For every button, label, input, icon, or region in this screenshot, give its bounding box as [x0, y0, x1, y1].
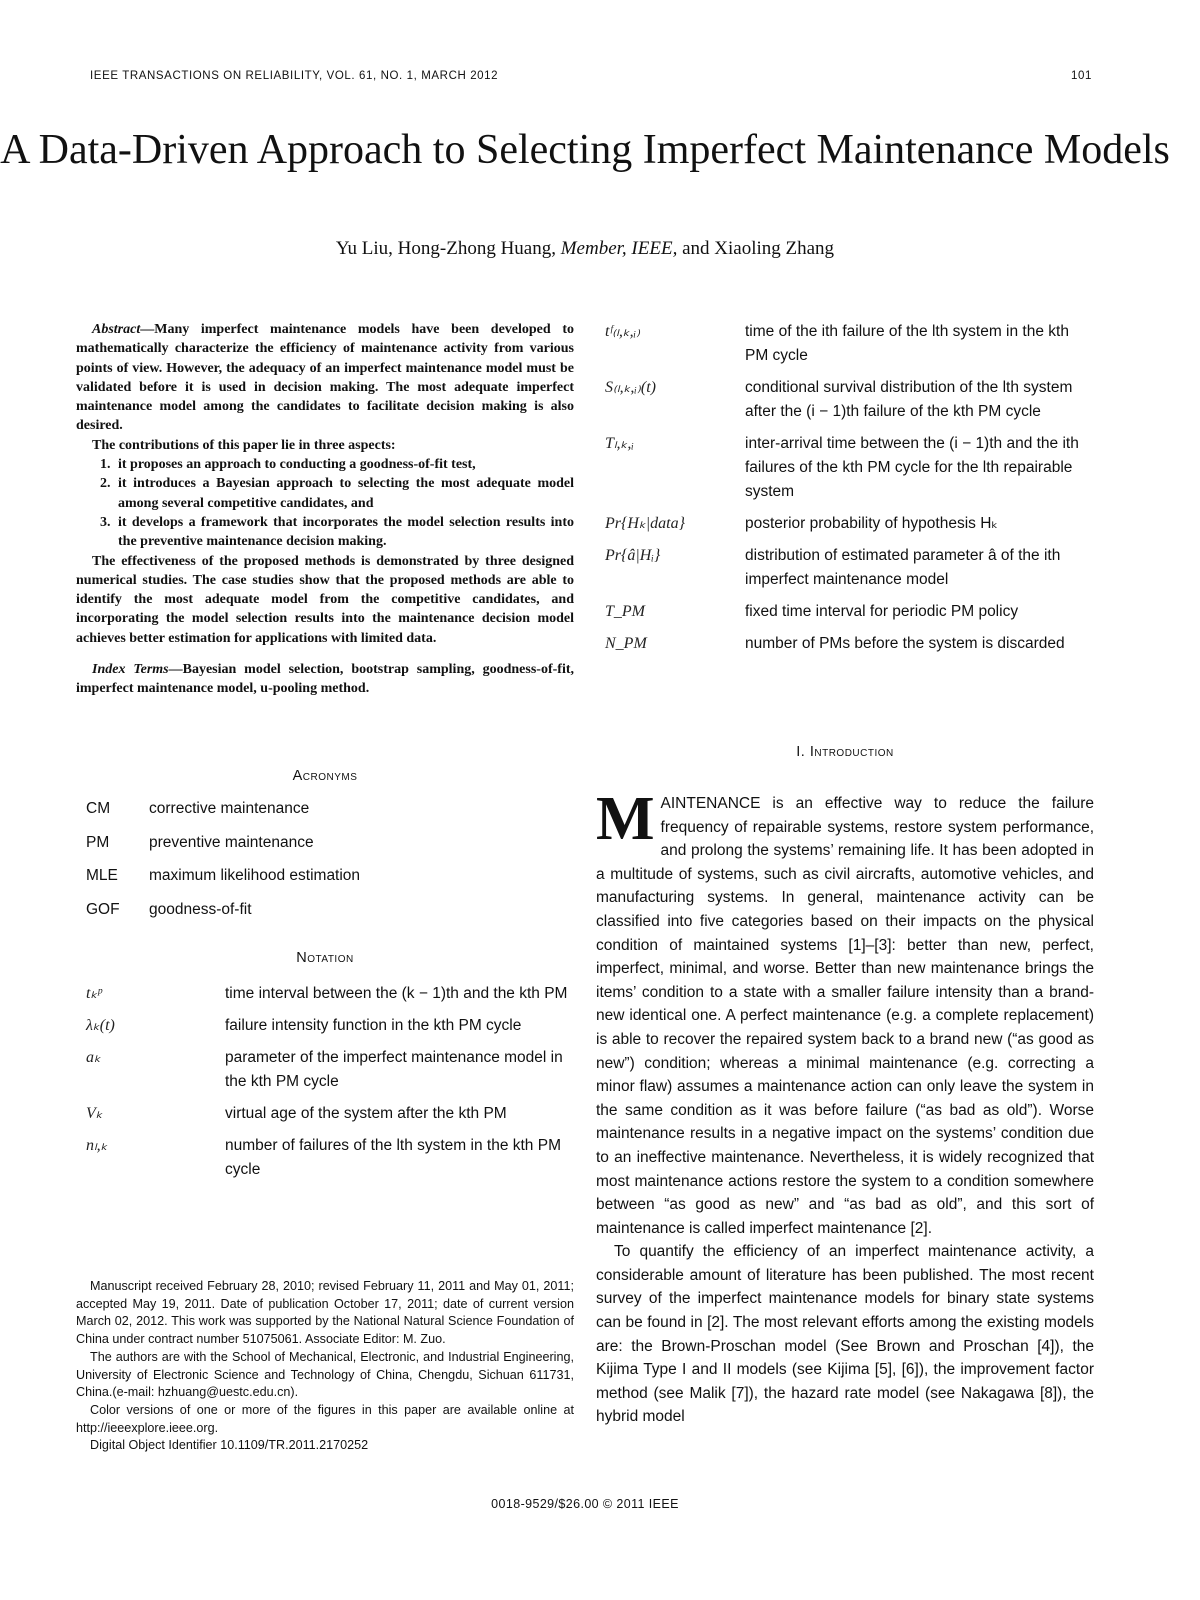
notation-heading: Notation	[296, 950, 354, 966]
abstract-paragraph-3: The effectiveness of the proposed methods is demonstrated by three designed numerical studies. The case studies show that the proposed methods are able to identify the most adequate model from the competitive candidates, and incorporating the model selection results into the maintenance decision model achieves better estimation for applications with limited data.	[76, 553, 574, 646]
abstract	[76, 320, 574, 699]
author-2-role: Member, IEEE,	[560, 238, 678, 259]
notation-symbol: tₖᵖ	[86, 985, 102, 1002]
notation-symbol: Vₖ	[86, 1105, 103, 1122]
notation-def: fixed time interval for periodic PM policy	[745, 603, 1019, 620]
intro-paragraph-1: MAINTENANCE is an effective way to reduce the failure frequency of repairable systems, restore system performance, and prolong the systems’ remaining life. It has been adopted in a multitude of systems, such as civil aircrafts, automotive vehicles, and manufacturing systems. In general, maintenance activity can be classified into five categories based on their impacts on the physical condition of maintained systems [1]–[3]: better than new, perfect, imperfect, minimal, and worse. Better than new maintenance brings the items’ condition to a state with a smaller failure intensity than a brand-new identical one. A perfect maintenance (e.g. a complete replacement) is able to recover the repaired system back to a brand new (“as good as new”) condition; whereas a minimal maintenance (e.g. correcting a minor flaw) assumes a maintenance action can only leave the system in the same condition as it was before failure (“as bad as old”). Worse maintenance results in a negative impact on the systems’ condition due to an ineffective maintenance. Nevertheless, it is widely recognized that most maintenance actions restore the system to a condition somewhere between “as good as new” and “as bad as old”, and this sort of maintenance is called imperfect maintenance [2].	[596, 785, 1094, 1237]
notation-symbol: S₍ₗ,ₖ,ᵢ₎(t)	[605, 379, 656, 396]
notation-row	[86, 1046, 574, 1094]
footnotes	[76, 1278, 574, 1455]
notation-symbol: Pr{â|Hᵢ}	[605, 547, 661, 564]
index-terms-label: Index Terms	[92, 662, 169, 678]
notation-list-right	[605, 320, 1095, 664]
author-1: Yu Liu,	[335, 238, 393, 259]
author-2: Hong-Zhong Huang,	[397, 238, 556, 259]
page-number: 101	[1071, 70, 1092, 82]
notation-symbol: λₖ(t)	[86, 1017, 115, 1034]
notation-row	[605, 632, 1095, 656]
notation-row	[86, 982, 574, 1006]
acronym-abbr: PM	[86, 833, 110, 851]
acronym-row	[86, 834, 574, 868]
notation-row	[605, 544, 1095, 592]
introduction-body	[596, 785, 1094, 1429]
abstract-paragraph-1: Abstract—Many imperfect maintenance models have been developed to mathematically characterize the efficiency of maintenance activity from various points of view. However, the adequacy of an imperfect maintenance model must be validated before it is used in decision making. The most adequate imperfect maintenance model among the candidates to facilitate decision making is also desired.	[76, 322, 574, 434]
author-3: Xiaoling Zhang	[714, 238, 835, 259]
acronym-abbr: CM	[86, 800, 111, 817]
footnote-affiliation: The authors are with the School of Mechanical, Electronic, and Industrial Engineering, University of Electronic Science and Technology of China, Chengdu, Sichuan 611731, China.(e-mail: hzhuang@uestc.edu.cn).	[76, 1349, 574, 1400]
notation-row	[605, 600, 1095, 624]
running-header: IEEE TRANSACTIONS ON RELIABILITY, VOL. 61, NO. 1, MARCH 2012	[90, 70, 499, 82]
acronym-row	[86, 800, 574, 834]
paper-title: A Data-Driven Approach to Selecting Imperfect Maintenance Models	[0, 127, 1170, 173]
intro-paragraph-2: To quantify the efficiency of an imperfect maintenance activity, a considerable amount of literature has been published. The most recent survey of the imperfect maintenance models for binary state systems can be found in [2]. The most relevant efforts among the existing models are: the Brown-Proschan model (See Brown and Proschan [4]), the Kijima Type I and II models (see Kijima [5], [6]), the improvement factor method (see Malik [7]), the hazard rate model (see Nakagawa [8]), the hybrid model	[596, 1243, 1094, 1426]
notation-def: posterior probability of hypothesis Hₖ	[745, 515, 999, 532]
notation-symbol: Tₗ,ₖ,ᵢ	[605, 435, 634, 452]
acronym-def: maximum likelihood estimation	[149, 867, 361, 884]
footnote-doi: Digital Object Identifier 10.1109/TR.2011.2170252	[90, 1438, 369, 1453]
notation-def: time of the ith failure of the lth system in the kth PM cycle	[745, 323, 1069, 364]
acronym-def: goodness-of-fit	[149, 900, 252, 918]
footnote-manuscript: Manuscript received February 28, 2010; revised February 11, 2011 and May 01, 2011; accepted May 19, 2011. Date of publication October 17, 2011; date of current version March 02, 2012. This work was supported by the National Natural Science Foundation of China under contract number 51075061. Associate Editor: M. Zuo.	[76, 1279, 574, 1347]
acronym-abbr: MLE	[86, 867, 118, 884]
notation-row	[605, 376, 1095, 424]
notation-row	[86, 1134, 574, 1182]
copyright-footer: 0018-9529/$26.00 © 2011 IEEE	[491, 1497, 679, 1511]
notation-def: time interval between the (k − 1)th and the kth PM	[225, 985, 568, 1002]
footnote-color: Color versions of one or more of the figures in this paper are available online at http://ieeexplore.ieee.org.	[76, 1402, 574, 1435]
notation-def: virtual age of the system after the kth PM	[225, 1105, 507, 1122]
notation-def: failure intensity function in the kth PM cycle	[225, 1017, 522, 1034]
notation-def: distribution of estimated parameter â of the ith imperfect maintenance model	[745, 547, 1061, 588]
notation-symbol: T_PM	[605, 603, 645, 620]
notation-def: number of failures of the lth system in the kth PM cycle	[225, 1137, 561, 1178]
contribution-item: 2. it introduces a Bayesian approach to selecting the most adequate model among several competitive candidates, and	[114, 474, 574, 513]
notation-symbol: N_PM	[605, 635, 647, 652]
notation-def: conditional survival distribution of the lth system after the (i − 1)th failure of the kth PM cycle	[745, 379, 1073, 420]
notation-row	[86, 1102, 574, 1126]
notation-row	[605, 512, 1095, 536]
notation-symbol: Pr{Hₖ|data}	[605, 515, 686, 532]
acronym-abbr: GOF	[86, 900, 120, 918]
acronym-def: preventive maintenance	[149, 833, 314, 851]
index-terms: Index Terms—Bayesian model selection, bootstrap sampling, goodness-of-fit, imperfect maintenance model, u-pooling method.	[76, 662, 574, 697]
abstract-paragraph-2: The contributions of this paper lie in three aspects:	[92, 437, 396, 453]
acronyms-list	[86, 800, 574, 934]
acronyms-heading: Acronyms	[292, 768, 358, 784]
notation-row	[605, 320, 1095, 368]
notation-def: parameter of the imperfect maintenance model in the kth PM cycle	[225, 1049, 563, 1090]
acronym-def: corrective maintenance	[149, 800, 310, 817]
abstract-label: Abstract	[92, 322, 141, 337]
notation-symbol: nₗ,ₖ	[86, 1137, 108, 1154]
notation-def: number of PMs before the system is discarded	[745, 635, 1065, 652]
drop-cap: M	[596, 785, 655, 853]
notation-row	[86, 1014, 574, 1038]
notation-symbol: aₖ	[86, 1049, 101, 1066]
notation-def: inter-arrival time between the (i − 1)th and the ith failures of the kth PM cycle for the lth repairable system	[745, 435, 1079, 500]
notation-list-left	[86, 982, 574, 1190]
author-conjunction: and	[682, 238, 710, 259]
author-line	[0, 238, 1170, 260]
contribution-item: 1. it proposes an approach to conducting a goodness-of-fit test,	[114, 455, 574, 474]
contribution-item: 3. it develops a framework that incorporates the model selection results into the preventive maintenance decision making.	[114, 513, 574, 552]
notation-row	[605, 432, 1095, 504]
introduction-heading: I. Introduction	[796, 744, 894, 760]
acronym-row	[86, 867, 574, 901]
notation-symbol: tᶠ₍ₗ,ₖ,ᵢ₎	[605, 323, 641, 340]
contributions-list	[76, 455, 574, 551]
acronym-row	[86, 901, 574, 935]
